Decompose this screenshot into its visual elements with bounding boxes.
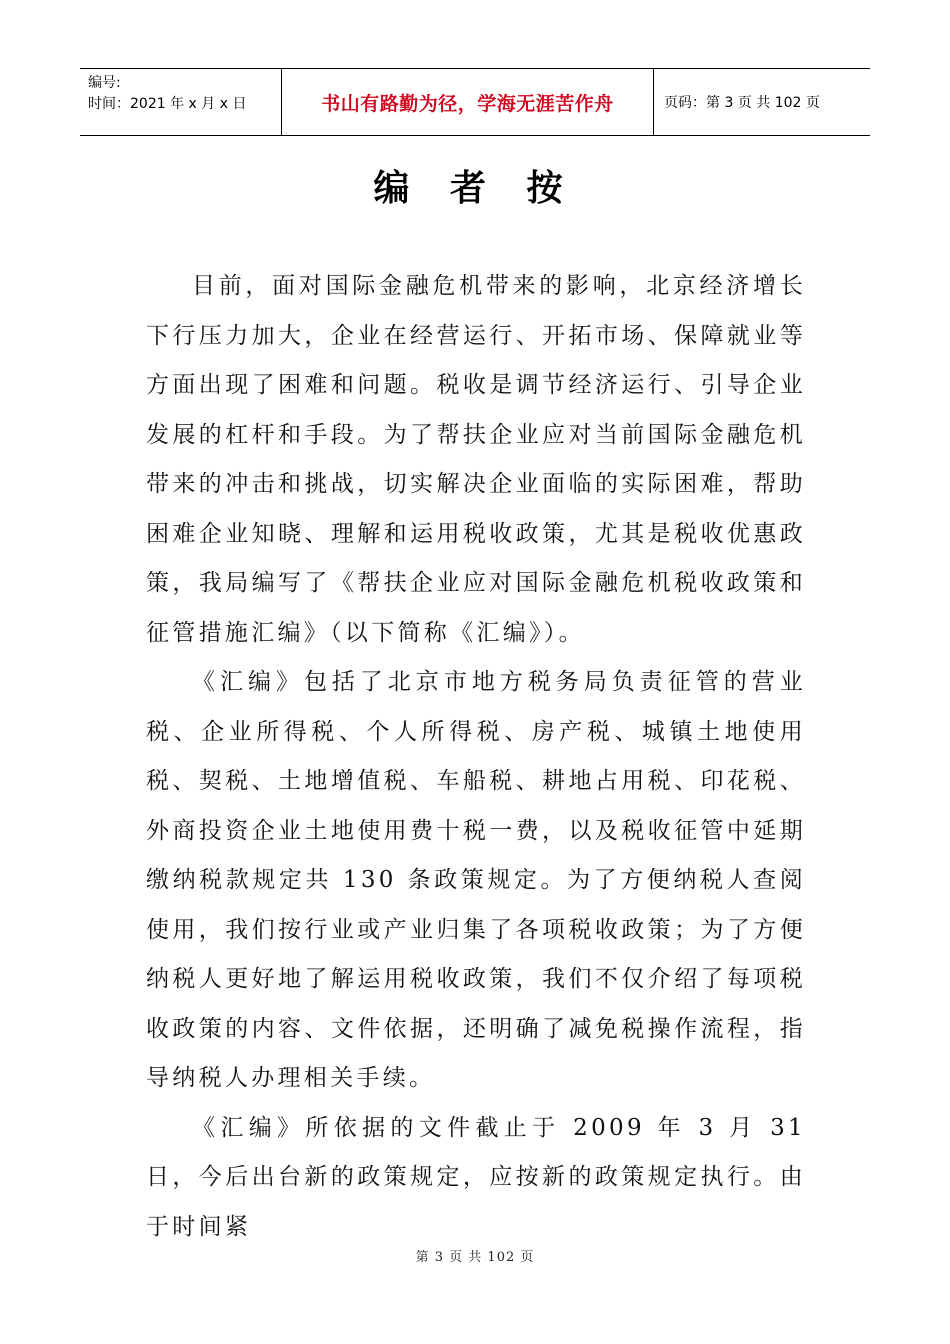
page-footer: 第 3 页 共 102 页 (415, 1250, 535, 1265)
body-paragraph: 《汇编》所依据的文件截止于 2009 年 3 月 31 日，今后出台新的政策规定，应按新的政策规定执行。由于时间紧 (146, 1114, 806, 1240)
body-paragraph: 目前，面对国际金融危机带来的影响，北京经济增长下行压力加大，企业在经营运行、开拓市场、保障就业等方面出现了困难和问题。税收是调节经济运行、引导企业发展的杠杆和手段。为了帮扶企业应对当前国际金融危机带来的冲击和挑战，切实解决企业面临的实际困难，帮助困难企业知晓、理解和运用税收政策，尤其是税收优惠政策，我局编写了《帮扶企业应对国际金融危机税收政策和征管措施汇编》（以下简称《汇编》）。 (146, 273, 806, 646)
header-page-code: 页码：第 3 页 共 102 页 (664, 95, 820, 111)
page-title: 编 者 按 (373, 168, 577, 209)
header-meta (80, 69, 282, 135)
document-number-label: 编号: (88, 75, 121, 91)
header-motto: 书山有路勤为径，学海无涯苦作舟 (282, 69, 654, 135)
body-paragraph: 《汇编》包括了北京市地方税务局负责征管的营业税、企业所得税、个人所得税、房产税、城镇土地使用税、契税、土地增值税、车船税、耕地占用税、印花税、外商投资企业土地使用费十税一费，以及税收征管中延期缴纳税款规定共 130 条政策规定。为了方便纳税人查阅使用，我们按行业或产业归集了各项税收政策；为了方便纳税人更好地了解运用税收政策，我们不仅介绍了每项税收政策的内容、文件依据，还明确了减免税操作流程，指导纳税人办理相关手续。 (146, 669, 806, 1091)
document-body (146, 262, 806, 1252)
document-time-label: 时间：2021 年 x 月 x 日 (88, 96, 247, 112)
document-header (80, 68, 870, 136)
